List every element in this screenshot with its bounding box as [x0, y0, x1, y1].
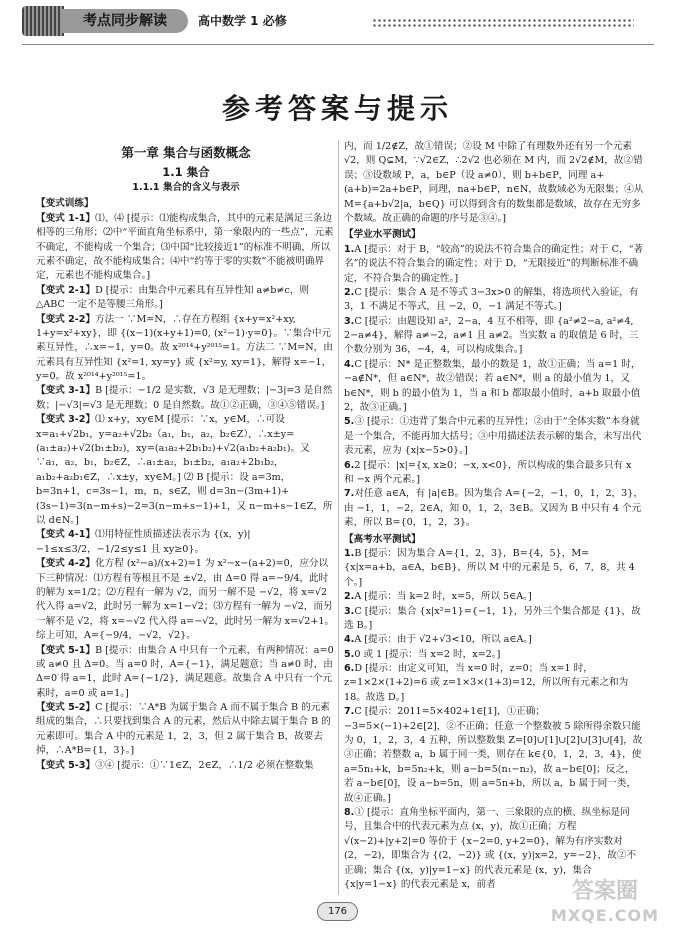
- subsection-heading: 1.1.1 集合的含义与表示: [132, 182, 240, 193]
- answer-item: [344, 633, 644, 647]
- answer-label: 【变式 1-1】: [36, 212, 96, 224]
- answer-label: 【变式 3-1】: [36, 385, 96, 397]
- answer-text: B [提示：−1/2 是实数，√3 是无理数；|−3|=3 是自然数；|−√3|=√3 是无理数；0 是自然数。故①②正确，③④⑤错误。]: [36, 385, 333, 411]
- answer-text: ③ [提示：①违背了集合中元素的互异性；②由于“全体实数”本身就是一个集合，不能再加大括号；③中用描述法表示解的集合，未写出代表元素，应为 {x|x−5>0}。]: [344, 416, 642, 457]
- answer-list: [36, 212, 336, 773]
- answer-item: [344, 415, 644, 458]
- answer-item: [36, 313, 336, 385]
- header-rule: [22, 44, 654, 45]
- answer-label: 6.: [344, 459, 355, 471]
- answer-label: 【变式 4-1】: [36, 529, 96, 541]
- answer-text: C [提示：由题设知 a²，2−a，4 互不相等，即 {a²≠2−a, a²≠4, 2−a≠4}，解得 a≠−2，a≠1 且 a≠2。当实数 a 的取值是 6 时，三个数分别为 36，−4，4，可以构成集合。]: [344, 315, 639, 356]
- answer-item: [344, 648, 644, 662]
- answer-text: 0 或 1 [提示：当 x=2 时，x=2。]: [354, 648, 501, 660]
- answer-label: 3.: [344, 315, 355, 327]
- right-column: [344, 140, 644, 900]
- series-brand: 考点同步解读: [62, 9, 188, 33]
- answer-label: 【变式 4-2】: [36, 558, 96, 570]
- answer-text: ⑴用特征性质描述法表示为 {(x，y)|−1≤x≤3/2，−1/2≤y≤1 且 xy≥0}。: [36, 529, 251, 555]
- answer-text: C [提示：∵A*B 为属于集合 A 而不属于集合 B 的元素组成的集合，∴只要找到集合 A 的元素，然后从中除去属于集合 B 的元素即可。集合 A 中的元素是 1，2，3，但 2 属于集合 B，故要去掉，∴A*B={1，3}。]: [36, 702, 331, 757]
- answer-text: A [提示：对于 B，“较高”的说法不符合集合的确定性；对于 C，“著名”的说法不符合集合的确定性；对于 D，“无限接近”的判断标准不确定，不符合集合的确定性。]: [344, 243, 644, 284]
- page-header: [22, 30, 654, 70]
- answer-item: [36, 284, 336, 313]
- answer-text: D [提示：由集合中元素具有互异性知 a≠b≠c，则 △ABC 一定不是等腰三角形。]: [36, 284, 310, 311]
- answer-text: ⑴、⑷ [提示：⑴能构成集合，其中的元素是满足三条边相等的三角形；⑵中“平面直角坐标系中，第一象限内的一些点”，元素不确定，不能构成一个集合；⑶中国“比较接近1”的标准不明确，所以元素不确定，故不能构成集合；⑷中“约等于零的实数”不能被明确界定，元素也不能构成集合。]: [36, 212, 334, 282]
- answer-text: ③④ [提示：①∵1∈Z，2∈Z，∴1/2 必须在整数集: [95, 759, 314, 771]
- answer-label: 【变式 5-1】: [36, 644, 96, 656]
- answer-text: D [提示：由定义可知，当 x=0 时，z=0；当 x=1 时，z=1×2×(1+2)=6 或 z=1×3×(1+3)=12，所以所有元素之和为 18。故选 D。]: [344, 663, 629, 703]
- answer-text: A [提示：由于 √2+√3<10，所以 a∈A。]: [354, 634, 532, 646]
- exercise-group-heading: 【学业水平测试】: [344, 229, 421, 241]
- answer-label: 【变式 2-1】: [36, 284, 96, 296]
- chapter-heading: 第一章 集合与函数概念: [121, 145, 251, 160]
- column-divider: [338, 140, 339, 895]
- answer-label: 3.: [344, 605, 355, 617]
- answer-item: [344, 315, 644, 358]
- answer-label: 5.: [344, 648, 355, 660]
- answer-item: [36, 528, 336, 557]
- site-watermark: [545, 880, 665, 928]
- answer-item: [344, 286, 644, 315]
- header-dot-rule: [372, 18, 634, 28]
- answer-label: 4.: [344, 634, 355, 646]
- answer-text: 化方程 (x²−a)/(x+2)=1 为 x²−x−(a+2)=0，应分以下三种情况：⑴方程有等根且不是 ±√2，由 Δ=0 得 a=−9/4，此时的解为 x=1/2；⑵方程有一解为 √2，而另一解不是 −√2，将 x=√2 代入得 a=√2，此时另一解为 x=1−√2；⑶方程有一解为 −√2，而另一解不是 √2，将 x=−√2 代入得 a=−√2，此时另一解为 x=√2+1。综上可知，A={−9/4，−√2，√2}。: [36, 558, 335, 642]
- answer-item: [344, 705, 644, 806]
- answer-item: [344, 140, 644, 226]
- answer-label: 7.: [344, 488, 355, 500]
- answer-item: [36, 413, 336, 528]
- answer-list: [344, 140, 644, 226]
- answer-text: ⑴ x+y，xy∈M [提示：∵x，y∈M，∴可设 x=a₁+√2b₁，y=a₂+√2b₂（a₁，b₁，a₂，b₂∈Z），∴x±y=(a₁±a₂)+√2(b₁±b₂)，xy=(a₁a₂+2b₁b₂)+√2(a₁b₂+a₂b₁)。又∵a₁，a₂，b₁，b₂∈Z，∴a₁±a₂，b₁±b₂，a₁a₂+2b₁b₂，a₁b₂+a₂b₁∈Z，∴x±y，xy∈M。] ⑵ B [提示：设 a=3m，b=3n+1，c=3s−1，m，n，s∈Z，则 d=3n−(3m+1)+(3s−1)=3(n−m+s)−2=3(n−m+s−1)+1，又 n−m+s−1∈Z，所以 d∈N。]: [36, 414, 333, 526]
- watermark-line: MXQE.COM: [550, 906, 660, 925]
- answer-item: [36, 759, 336, 773]
- answer-item: [344, 547, 644, 590]
- page-title: 参考答案与提示: [221, 92, 453, 125]
- answer-item: [36, 384, 336, 413]
- answer-text: A [提示：当 k=2 时，x=5，所以 5∈A。]: [354, 591, 532, 603]
- answer-text: 2 [提示：|x|={x, x≥0；−x, x<0}，所以构成的集合最多只有 x 和 −x 两个元素。]: [344, 459, 632, 485]
- answer-list: [344, 547, 644, 892]
- answer-label: 4.: [344, 358, 355, 370]
- answer-item: [344, 459, 644, 488]
- answer-text: C [提示：集合 A 是不等式 3−3x>0 的解集，将选项代入验证，有 3，1 不满足不等式，且 −2，0，−1 满足不等式。]: [344, 286, 639, 313]
- answer-item: [344, 243, 644, 286]
- answer-label: 【变式 5-3】: [36, 759, 96, 771]
- answer-label: 8.: [344, 806, 355, 818]
- answer-text: C [提示：集合 {x|x²=1}={−1，1}，另外三个集合都是 {1}，故选 B。]: [344, 605, 641, 631]
- answer-item: [344, 605, 644, 634]
- answer-item: [36, 701, 336, 759]
- answer-item: [344, 590, 644, 604]
- exercise-group-heading: 【变式训练】: [36, 198, 94, 210]
- answer-text: B [提示：因为集合 A={1，2，3}，B={4，5}，M={x|x=a+b，a∈A，b∈B}，所以 M 中的元素是 5，6，7，8，共 4 个。]: [344, 547, 635, 588]
- book-logo-icon: [22, 6, 64, 36]
- answer-label: 5.: [344, 416, 355, 428]
- answer-label: 【变式 3-2】: [36, 414, 96, 426]
- answer-label: 1.: [344, 243, 355, 255]
- answer-text: ① [提示：直角坐标平面内，第一、三象限的点的横、纵坐标是同号，且集合中的代表元素为点 (x，y)，故①正确；方程 √(x−2)+|y+2|=0 等价于 {x−2=0, y+2=0}，解为有序实数对 (2，−2)，即集合为 {(2，−2)} 或 {(x，y)|x=2，y=−2}，故②不正确；集合 {(x，y)|y=1−x} 的代表元素是 (x，y)，集合 {x|y=1−x} 的代表元素是 x，前者: [344, 806, 637, 890]
- watermark-line: 答案圈: [571, 879, 638, 904]
- answer-label: 6.: [344, 663, 355, 675]
- answer-list: [344, 243, 644, 531]
- answer-item: [36, 212, 336, 284]
- subject-label: 高中数学 1 必修: [198, 14, 287, 28]
- answer-label: 【变式 5-2】: [36, 702, 96, 714]
- answer-text: 内，而 1/2∉Z，故①错误；②设 M 中除了有理数外还有另一个元素 √2，则 Q⊊M，∵√2∈Z，∴2√2 也必须在 M 内，而 2√2∉M，故②错误；③设数域 P，a，b∈P（设 a≠0），则 b+b∈P，同理 a+(a+b)=2a+b∈P，同理，na+b∈P，n∈N，故数域必为无限集；④从 M={a+b√2|a，b∈Q} 可以得到含有的数集都是数域，故存在无穷多个数域。故正确的命题的序号是③④。]: [344, 141, 644, 224]
- left-column: [36, 140, 336, 900]
- answer-text: 方法一 ∵M=N，∴存在方程组 {x+y=x²+xy, 1+y=x²+xy}，即 {(x−1)(x+y+1)=0, (x²−1)·y=0}。∵集合中元素互异性，∴x=−1，y=0。故 x²⁰¹⁴+y²⁰¹⁵=1。方法二 ∵M=N，由元素具有互异性知 {x²=1, xy=y} 或 {x²=y, xy=1}，解得 x=−1，y=0。故 x²⁰¹⁴+y²⁰¹⁵=1。: [36, 313, 333, 383]
- answer-item: [36, 644, 336, 702]
- answer-item: [344, 662, 644, 705]
- answer-text: B [提示：由集合 A 中只有一个元素，有两种情况：a=0 或 a≠0 且 Δ=0。当 a=0 时，A={−1}，满足题意；当 a≠0 时，由 Δ=0 得 a=1，此时 A={−1/2}，满足题意。故集合 A 中只有一个元素时，a=0 或 a=1。]: [36, 644, 334, 699]
- answer-label: 【变式 2-2】: [36, 313, 96, 325]
- answer-label: 1.: [344, 547, 355, 559]
- answer-label: 7.: [344, 706, 355, 718]
- answer-item: [344, 487, 644, 530]
- answer-item: [36, 557, 336, 643]
- answer-label: 2.: [344, 591, 355, 603]
- exercise-group-heading: 【高考水平测试】: [344, 533, 421, 545]
- answer-item: [344, 358, 644, 416]
- answer-text: C [提示：N* 是正整数集，最小的数是 1，故①正确；当 a=1 时，−a∉N*，但 a∈N*，故②错误；若 a∈N*，则 a 的最小值为 1，又 b∈N*，则 b 的最小值为 1，当 a 和 b 都取最小值时，a+b 取最小值 2，故③正确。]: [344, 358, 641, 414]
- page-number: 176: [317, 902, 358, 921]
- answer-label: 2.: [344, 286, 355, 298]
- answer-text: 对任意 a∈A，有 |a|∈B。因为集合 A={−2，−1，0，1，2，3}，由 −1，1，−2，2∈A，知 0，1，2，3∈B。又因为 B 中只有 4 个元素，所以 B={0，1，2，3}。: [344, 488, 643, 529]
- answer-text: C [提示：2011=5×402+1∈[1]，①正确；−3=5×(−1)+2∈[2]，②不正确；任意一个整数被 5 除所得余数只能为 0，1，2，3，4 五种，所以整数集 Z=[0]∪[1]∪[2]∪[3]∪[4]，故③正确；若整数 a，b 属于同一类，则存在 k∈{0，1，2，3，4}，使 a=5n₁+k，b=5n₂+k，则 a−b=5(n₁−n₂)，故 a−b∈[0]；反之，若 a−b∈[0]，设 a−b=5n，则 a=5n+b，所以 a，b 属于同一类，故④正确。]: [344, 706, 643, 804]
- section-heading: 1.1 集合: [162, 164, 210, 179]
